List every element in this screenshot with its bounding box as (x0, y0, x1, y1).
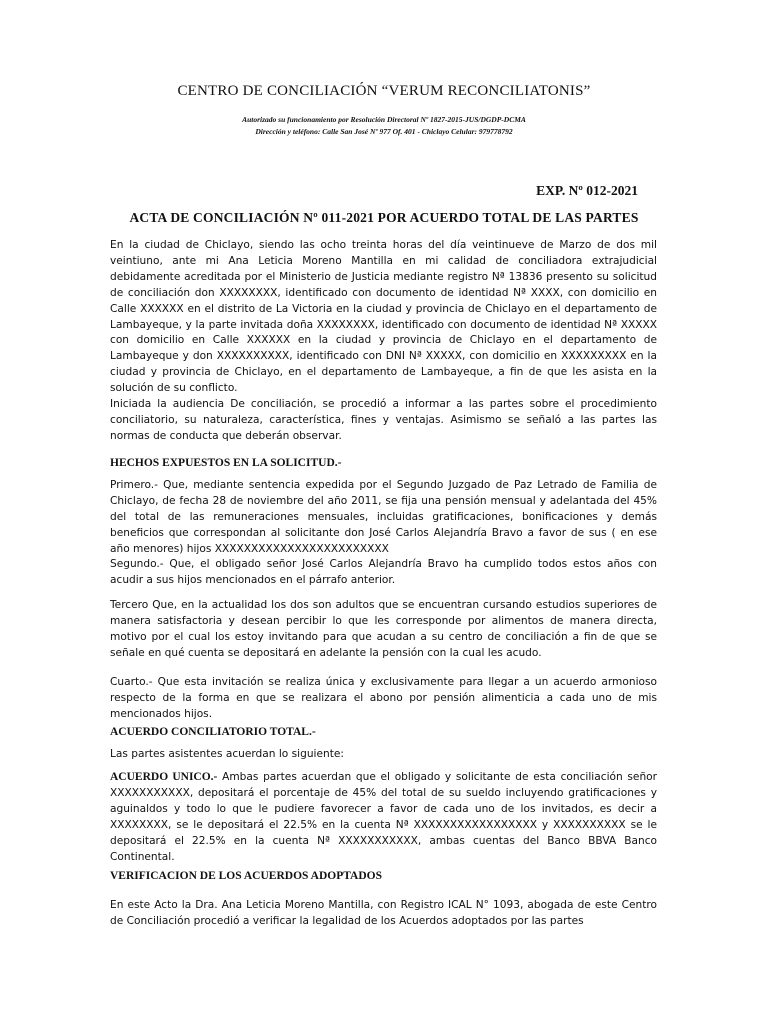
paragraph-segundo (110, 557, 657, 589)
paragraph-audiencia (110, 397, 657, 445)
authorization-line: Autorizado su funcionamiento por Resolución Directoral Nº 1827-2015-JUS/DGDP-DCMA (242, 115, 526, 124)
paragraph-text: Iniciada la audiencia De conciliación, se procedió a informar a las partes sobre el procedimiento conciliatorio, su naturaleza, característica, fines y ventajas. Asimismo se señaló a las partes las normas de conducta que deberán observar. (110, 398, 657, 442)
paragraph-partes (110, 747, 657, 763)
paragraph-text: Tercero Que, en la actualidad los dos son adultos que se encuentran cursando estudios superiores de manera satisfactoria y desean percibir lo que les corresponde por alimentos de manera directa, motivo por el cual los estoy invitando para que acudan a su centro de conciliación a fin de que se señale en qué cuenta se depositará en adelante la pensión con la cual les acudo. (110, 599, 657, 659)
expedient-number: EXP. Nº 012-2021 (536, 183, 638, 198)
paragraph-text (110, 770, 657, 865)
paragraph-intro (110, 238, 657, 397)
heading-verificacion: VERIFICACION DE LOS ACUERDOS ADOPTADOS (110, 870, 382, 882)
heading-acuerdo: ACUERDO CONCILIATORIO TOTAL.- (110, 726, 316, 738)
paragraph-text: Cuarto.- Que esta invitación se realiza única y exclusivamente para llegar a un acuerdo armonioso respecto de la forma en que se realizara el abono por pensión alimenticia a cada uno de mis mencionados hijos. (110, 676, 657, 720)
center-title: CENTRO DE CONCILIACIÓN “VERUM RECONCILIATONIS” (177, 83, 591, 99)
acuerdo-unico-text: Ambas partes acuerdan que el obligado y solicitante de esta conciliación señor XXXXXXXXXXX, depositará el porcentaje de 45% del total de su sueldo incluyendo gratificaciones y aguinaldos y todo lo que le pudiere favorecer a favor de cada uno de los invitados, es decir a XXXXXXXX, se le depositará el 22.5% en la cuenta Nª XXXXXXXXXXXXXXXXX y XXXXXXXXXX se le depositará el 22.5% en la cuenta Nª XXXXXXXXXXX, ambas cuentas del Banco BBVA Banco Continental. (110, 771, 657, 863)
acuerdo-unico-label: ACUERDO UNICO.- (110, 771, 218, 783)
paragraph-text: En este Acto la Dra. Ana Leticia Moreno Mantilla, con Registro ICAL N° 1093, abogada de este Centro de Conciliación procedió a verificar la legalidad de los Acuerdos adoptados por las partes (110, 899, 657, 927)
paragraph-cuarto (110, 675, 657, 723)
paragraph-text: Primero.- Que, mediante sentencia expedida por el Segundo Juzgado de Paz Letrado de Familia de Chiclayo, de fecha 28 de noviembre del año 2011, se fija una pensión mensual y adelantada del 45% del total de las remuneraciones mensuales, incluidas gratificaciones, bonificaciones y demás beneficios que correspondan al solicitante don José Carlos Alejandría Bravo a favor de sus ( en ese año menores) hijos XXXXXXXXXXXXXXXXXXXXXXXX (110, 479, 657, 555)
paragraph-text: En la ciudad de Chiclayo, siendo las ocho treinta horas del día veintinueve de Marzo de dos mil veintiuno, ante mi Ana Leticia Moreno Mantilla en mi calidad de conciliadora extrajudicial debidamente acreditada por el Ministerio de Justicia mediante registro Nª 13836 presento su solicitud de conciliación don XXXXXXXX, identificado con documento de identidad Nª XXXX, con domicilio en Calle XXXXXX en el distrito de La Victoria en la ciudad y provincia de Chiclayo en el departamento de Lambayeque, y la parte invitada doña XXXXXXXX, identificado con documento de identidad Nª XXXXX con domicilio en Calle XXXXXX en la ciudad y provincia de Chiclayo en el departamento de Lambayeque y don XXXXXXXXXX, identificado con DNI Nª XXXXX, con domicilio en XXXXXXXXX en la ciudad y provincia de Chiclayo, en el departamento de Lambayeque, a fin de que les asista en la solución de su conflicto. (110, 239, 657, 395)
paragraph-text: Las partes asistentes acuerdan lo siguiente: (110, 748, 344, 760)
paragraph-primero (110, 478, 657, 558)
paragraph-acuerdo-unico (110, 770, 657, 865)
paragraph-verificacion (110, 898, 657, 930)
heading-hechos: HECHOS EXPUESTOS EN LA SOLICITUD.- (110, 457, 342, 469)
paragraph-text: Segundo.- Que, el obligado señor José Carlos Alejandría Bravo ha cumplido todos estos años con acudir a sus hijos mencionados en el párrafo anterior. (110, 558, 657, 586)
paragraph-tercero (110, 598, 657, 662)
acta-title: ACTA DE CONCILIACIÓN Nº 011-2021 POR ACUERDO TOTAL DE LAS PARTES (129, 210, 639, 225)
address-line: Dirección y teléfono: Calle San José Nº 977 Of. 401 - Chiclayo Celular: 979778792 (255, 127, 513, 136)
